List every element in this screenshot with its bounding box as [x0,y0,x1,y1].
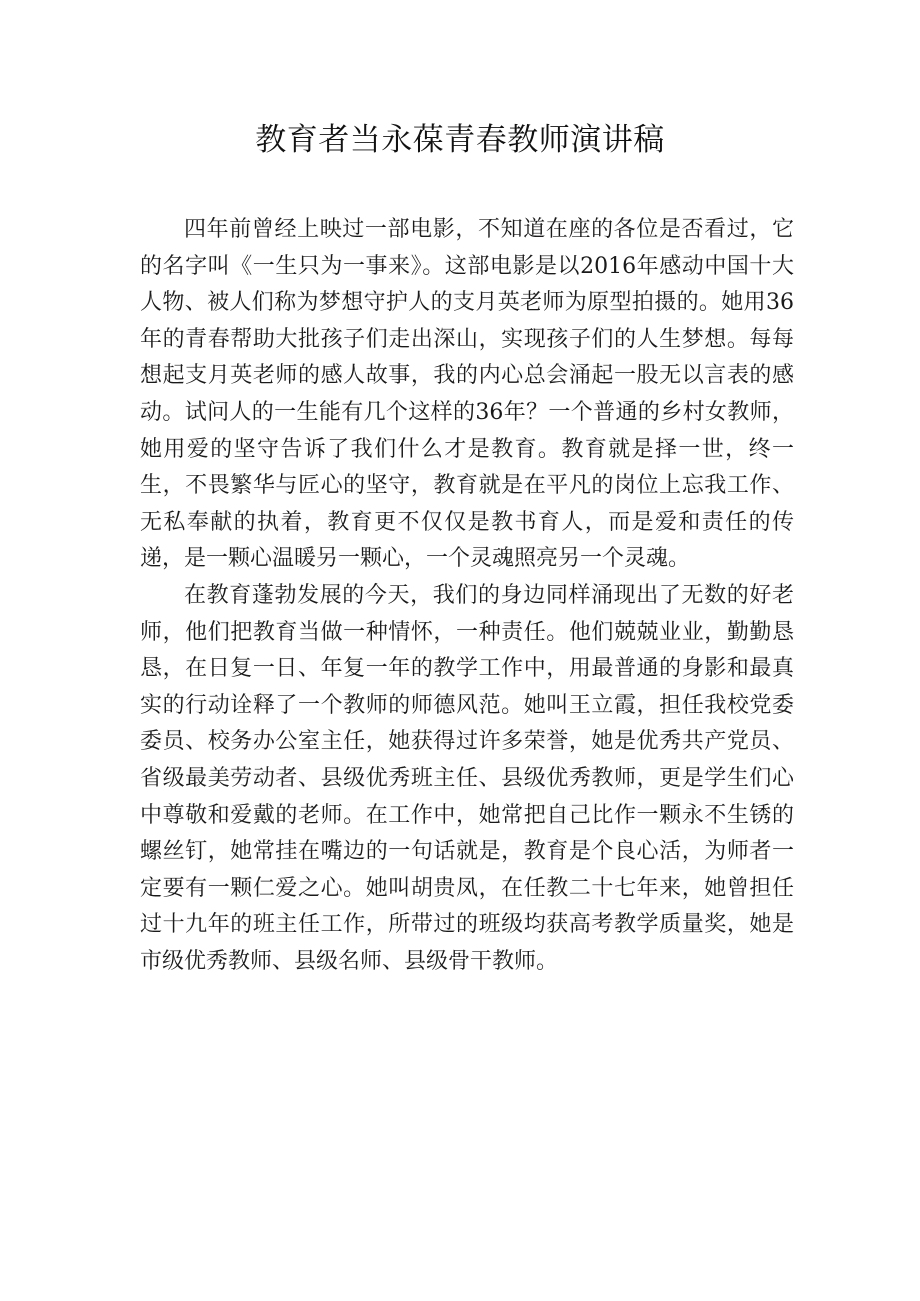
paragraph-2: 在教育蓬勃发展的今天，我们的身边同样涌现出了无数的好老师，他们把教育当做一种情怀，一种责任。他们兢兢业业，勤勤恳恳，在日复一日、年复一年的教学工作中，用最普通的身影和最真实的行动诠释了一个教师的师德风范。她叫王立霞，担任我校党委委员、校务办公室主任，她获得过许多荣誉，她是优秀共产党员、省级最美劳动者、县级优秀班主任、县级优秀教师，更是学生们心中尊敬和爱戴的老师。在工作中，她常把自己比作一颗永不生锈的螺丝钉，她常挂在嘴边的一句话就是，教育是个良心活，为师者一定要有一颗仁爱之心。她叫胡贵凤，在任教二十七年来，她曾担任过十九年的班主任工作，所带过的班级均获高考教学质量奖，她是市级优秀教师、县级名师、县级骨干教师。 [140,582,794,974]
paragraph-1: 四年前曾经上映过一部电影，不知道在座的各位是否看过，它的名字叫《一生只为一事来》。这部电影是以2016年感动中国十大人物、被人们称为梦想守护人的支月英老师为原型拍摄的。她用36年的青春帮助大批孩子们走出深山，实现孩子们的人生梦想。每每想起支月英老师的感人故事，我的内心总会涌起一股无以言表的感动。试问人的一生能有几个这样的36年？一个普通的乡村女教师，她用爱的坚守告诉了我们什么才是教育。教育就是择一世，终一生，不畏繁华与匠心的坚守，教育就是在平凡的岗位上忘我工作、无私奉献的执着，教育更不仅仅是教书育人，而是爱和责任的传递，是一颗心温暖另一颗心，一个灵魂照亮另一个灵魂。 [140,217,794,572]
document-title: 教育者当永葆青春教师演讲稿 [255,122,665,158]
document-body [140,212,794,980]
